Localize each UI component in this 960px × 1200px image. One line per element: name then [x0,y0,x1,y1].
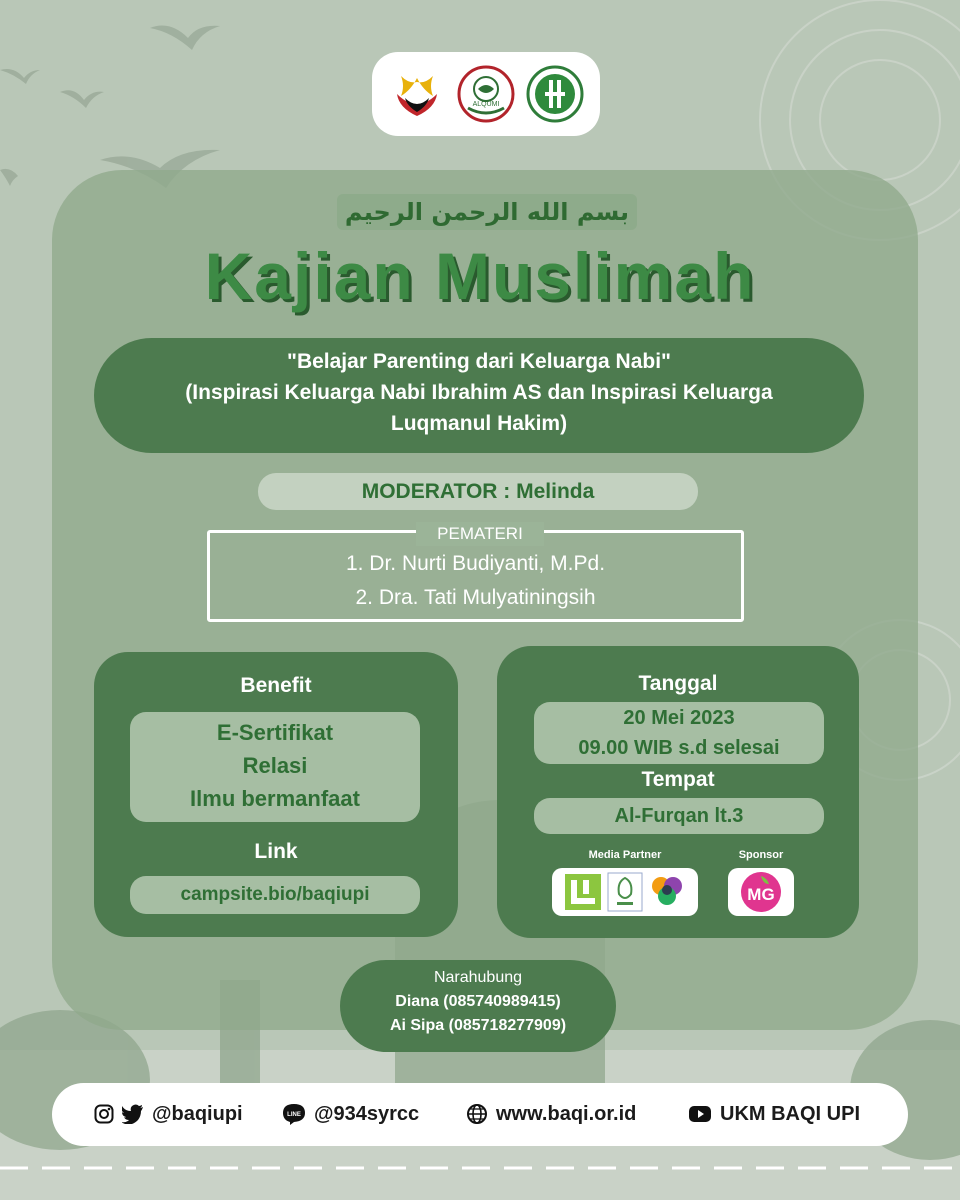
place-heading: Tempat [641,768,715,791]
media-partner-logo-3 [647,872,687,912]
moderator-badge: MODERATOR : Melinda [258,473,698,510]
instagram-icon [94,1104,114,1124]
social-line[interactable] [282,1098,419,1130]
website-url: www.baqi.or.id [496,1102,637,1125]
social-instagram-twitter[interactable] [94,1098,243,1130]
speaker-item: 2. Dra. Tati Mulyatiningsih [355,586,596,609]
line-handle: @934syrcc [314,1102,420,1125]
media-partner-logos [552,868,698,916]
social-web[interactable] [466,1098,636,1130]
theme-line: (Inspirasi Keluarga Nabi Ibrahim AS dan Inspirasi Keluarga [185,381,773,404]
benefit-list [130,712,420,822]
line-icon [282,1103,306,1125]
sponsor-label: Sponsor [738,849,784,861]
sponsor-logo-box [728,868,794,916]
speakers-label: PEMATERI [416,522,544,546]
media-partner-label: Media Partner [588,849,662,861]
youtube-icon [688,1105,712,1123]
benefit-heading: Benefit [240,674,312,697]
social-handle: @baqiupi [152,1102,243,1125]
speaker-item: 1. Dr. Nurti Budiyanti, M.Pd. [345,552,606,575]
svg-text:LINE: LINE [287,1112,301,1118]
date-pill [534,702,824,764]
globe-icon [466,1103,488,1125]
svg-text:ALQUMI: ALQUMI [472,101,500,108]
twitter-icon [122,1104,144,1124]
contact-box [340,960,616,1052]
event-time: 09.00 WIB s.d selesai [578,737,780,759]
benefit-item: Relasi [242,753,308,778]
theme-line: Luqmanul Hakim) [390,412,568,435]
theme-line: "Belajar Parenting dari Keluarga Nabi" [286,350,672,373]
bismillah-banner: بسم الله الرحمن الرحيم [337,194,637,230]
baqi-logo [524,63,586,125]
contact-person[interactable]: Ai Sipa (085718277909) [389,1017,567,1034]
media-partner-logo-2 [607,872,643,912]
contact-heading: Narahubung [433,969,523,986]
theme-box [94,338,864,453]
link-url[interactable]: campsite.bio/baqiupi [130,876,420,914]
youtube-channel: UKM BAQI UPI [720,1102,860,1125]
contact-person[interactable]: Diana (085740989415) [395,993,561,1010]
university-logo [386,63,448,125]
alqumi-logo [455,63,517,125]
event-title: Kajian Muslimah [204,239,756,313]
date-heading: Tanggal [638,672,718,695]
benefit-item: E-Sertifikat [216,720,334,745]
sponsor-logo [739,870,783,914]
social-youtube[interactable] [688,1098,860,1130]
benefit-item: Ilmu bermanfaat [190,786,360,811]
logo-bar [372,52,600,136]
link-heading: Link [254,840,298,863]
media-partner-logo-1 [563,872,603,912]
svg-text:MG: MG [747,885,775,904]
event-date: 20 Mei 2023 [623,707,735,729]
event-place: Al-Furqan lt.3 [534,798,824,834]
